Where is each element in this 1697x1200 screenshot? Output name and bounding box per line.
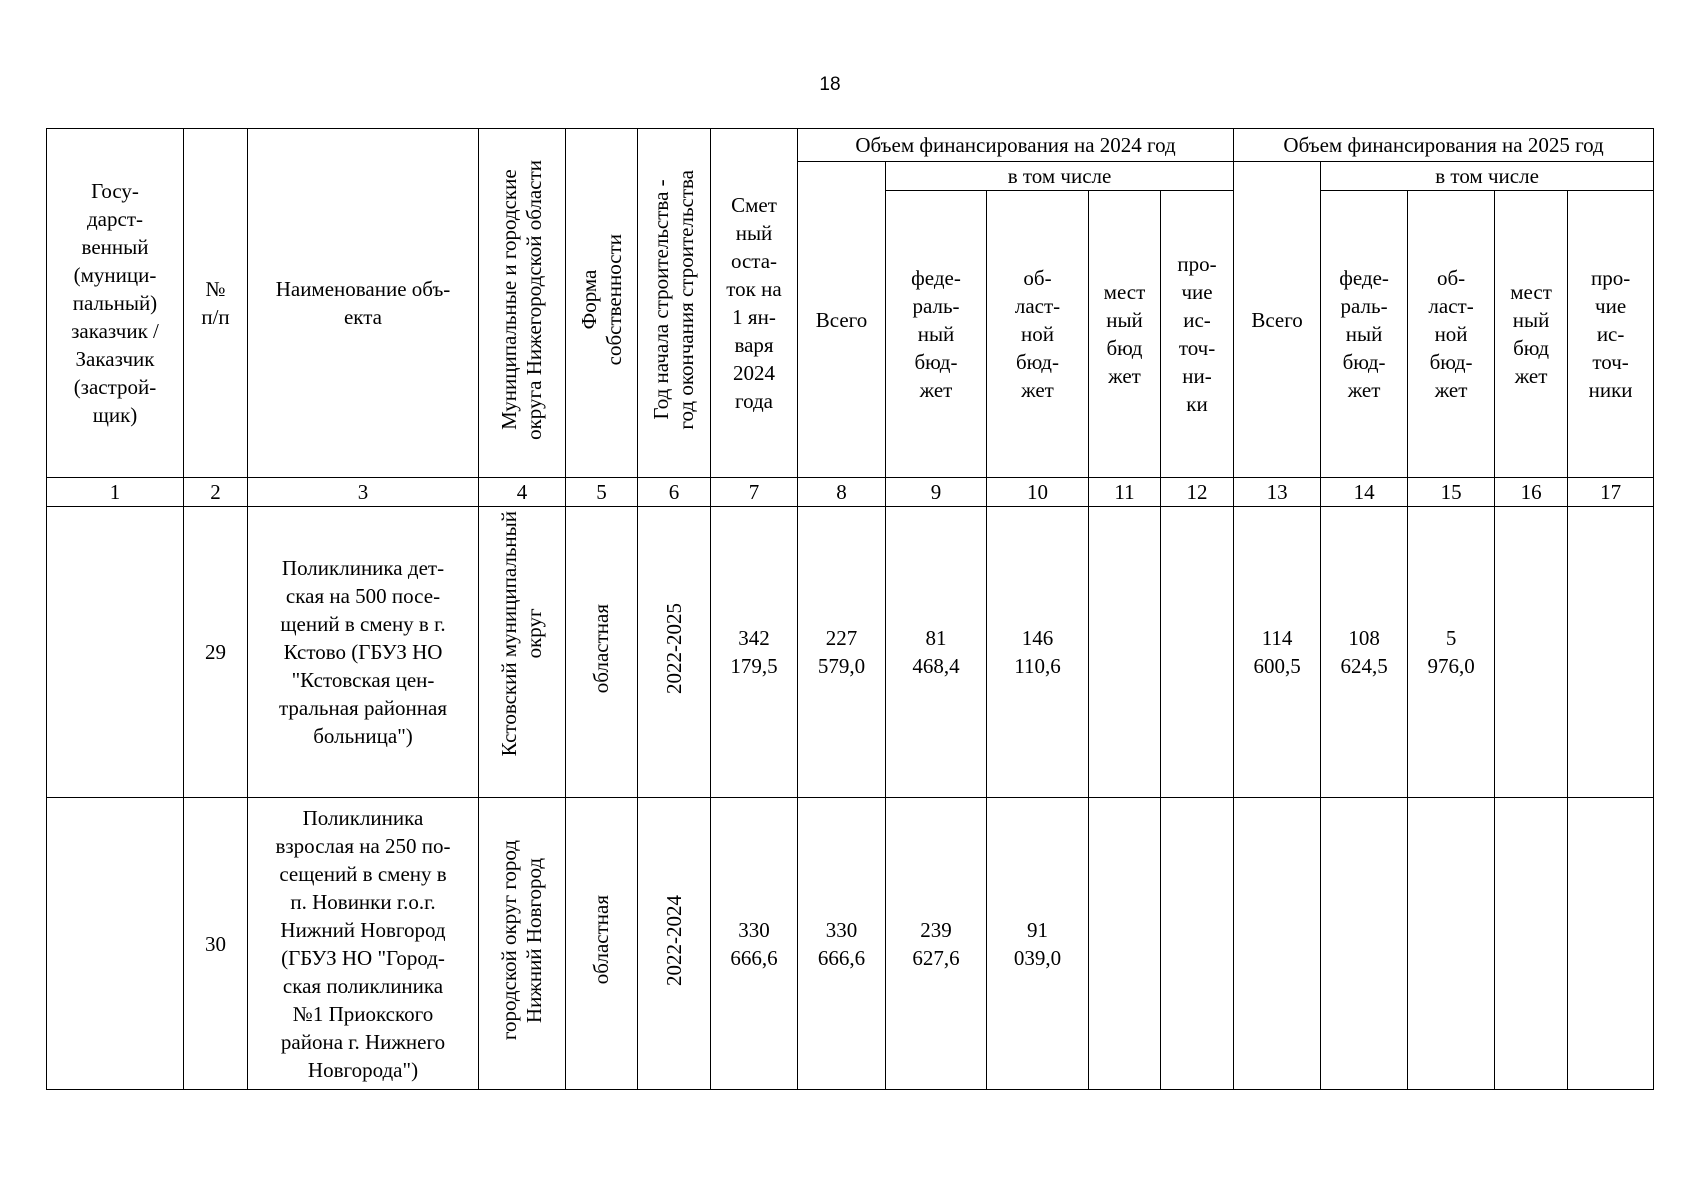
header-total-2025: Всего xyxy=(1234,162,1321,478)
cell-ownership: областная xyxy=(566,507,638,798)
cell-total-2025 xyxy=(1234,798,1321,1090)
column-number: 9 xyxy=(886,478,987,507)
column-number: 6 xyxy=(638,478,711,507)
header-other-2024: про- чие ис- точ- ни- ки xyxy=(1161,191,1234,478)
cell-municipality: Кстовский муниципальный округ xyxy=(479,507,566,798)
cell-other-2025 xyxy=(1568,798,1654,1090)
header-years: Год начала строительства - год окончания строительства xyxy=(638,129,711,478)
cell-balance: 342 179,5 xyxy=(711,507,798,798)
header-funding-2025: Объем финансирования на 2025 год xyxy=(1234,129,1654,162)
cell-index: 30 xyxy=(184,798,248,1090)
header-local-2025: мест ный бюд жет xyxy=(1495,191,1568,478)
column-number: 17 xyxy=(1568,478,1654,507)
cell-federal-2024: 81 468,4 xyxy=(886,507,987,798)
cell-regional-2025 xyxy=(1408,798,1495,1090)
cell-regional-2024: 146 110,6 xyxy=(987,507,1089,798)
header-regional-2024: об- ласт- ной бюд- жет xyxy=(987,191,1089,478)
header-other-2025: про- чие ис- точ- ники xyxy=(1568,191,1654,478)
cell-total-2024: 330 666,6 xyxy=(798,798,886,1090)
header-including-2024: в том числе xyxy=(886,162,1234,191)
cell-index: 29 xyxy=(184,507,248,798)
header-including-2025: в том числе xyxy=(1321,162,1654,191)
header-federal-2024: феде- раль- ный бюд- жет xyxy=(886,191,987,478)
column-number: 7 xyxy=(711,478,798,507)
cell-years: 2022-2024 xyxy=(638,798,711,1090)
column-number: 5 xyxy=(566,478,638,507)
cell-federal-2025 xyxy=(1321,798,1408,1090)
cell-local-2024 xyxy=(1089,798,1161,1090)
cell-other-2024 xyxy=(1161,507,1234,798)
table-row xyxy=(47,798,1654,1090)
header-index: № п/п xyxy=(184,129,248,478)
header-regional-2025: об- ласт- ной бюд- жет xyxy=(1408,191,1495,478)
column-number: 14 xyxy=(1321,478,1408,507)
column-number: 12 xyxy=(1161,478,1234,507)
cell-customer xyxy=(47,507,184,798)
column-number: 13 xyxy=(1234,478,1321,507)
cell-object-name: Поликлиника взрослая на 250 по- сещений в смену в п. Новинки г.о.г. Нижний Новгород (ГБУЗ НО "Город- ская поликлиника №1 Приокского района г. Нижнего Новгорода") xyxy=(248,798,479,1090)
column-number: 2 xyxy=(184,478,248,507)
cell-local-2025 xyxy=(1495,798,1568,1090)
header-balance: Смет ный оста- ток на 1 ян- варя 2024 года xyxy=(711,129,798,478)
column-number: 11 xyxy=(1089,478,1161,507)
cell-years: 2022-2025 xyxy=(638,507,711,798)
cell-local-2024 xyxy=(1089,507,1161,798)
cell-federal-2025: 108 624,5 xyxy=(1321,507,1408,798)
header-ownership: Форма собственности xyxy=(566,129,638,478)
column-number: 4 xyxy=(479,478,566,507)
column-number: 15 xyxy=(1408,478,1495,507)
financing-table xyxy=(46,128,1654,1090)
header-municipality: Муниципальные и городские округа Нижегородской области xyxy=(479,129,566,478)
header-local-2024: мест ный бюд жет xyxy=(1089,191,1161,478)
cell-customer xyxy=(47,798,184,1090)
header-row-1 xyxy=(47,129,1654,162)
column-number: 16 xyxy=(1495,478,1568,507)
cell-balance: 330 666,6 xyxy=(711,798,798,1090)
column-number: 1 xyxy=(47,478,184,507)
table-row xyxy=(47,507,1654,798)
header-customer: Госу- дарст- венный (муници- пальный) заказчик / Заказчик (застрой- щик) xyxy=(47,129,184,478)
page-number: 18 xyxy=(819,74,841,95)
cell-local-2025 xyxy=(1495,507,1568,798)
column-number: 8 xyxy=(798,478,886,507)
header-total-2024: Всего xyxy=(798,162,886,478)
header-federal-2025: феде- раль- ный бюд- жет xyxy=(1321,191,1408,478)
header-funding-2024: Объем финансирования на 2024 год xyxy=(798,129,1234,162)
column-number: 3 xyxy=(248,478,479,507)
cell-ownership: областная xyxy=(566,798,638,1090)
cell-regional-2024: 91 039,0 xyxy=(987,798,1089,1090)
cell-total-2024: 227 579,0 xyxy=(798,507,886,798)
cell-other-2024 xyxy=(1161,798,1234,1090)
cell-federal-2024: 239 627,6 xyxy=(886,798,987,1090)
cell-object-name: Поликлиника дет- ская на 500 посе- щений в смену в г. Кстово (ГБУЗ НО "Кстовская цен- тральная районная больница") xyxy=(248,507,479,798)
header-object-name: Наименование объ- екта xyxy=(248,129,479,478)
cell-regional-2025: 5 976,0 xyxy=(1408,507,1495,798)
column-number-row xyxy=(47,478,1654,507)
column-number: 10 xyxy=(987,478,1089,507)
cell-other-2025 xyxy=(1568,507,1654,798)
cell-municipality: городской округ город Нижний Новгород xyxy=(479,798,566,1090)
cell-total-2025: 114 600,5 xyxy=(1234,507,1321,798)
